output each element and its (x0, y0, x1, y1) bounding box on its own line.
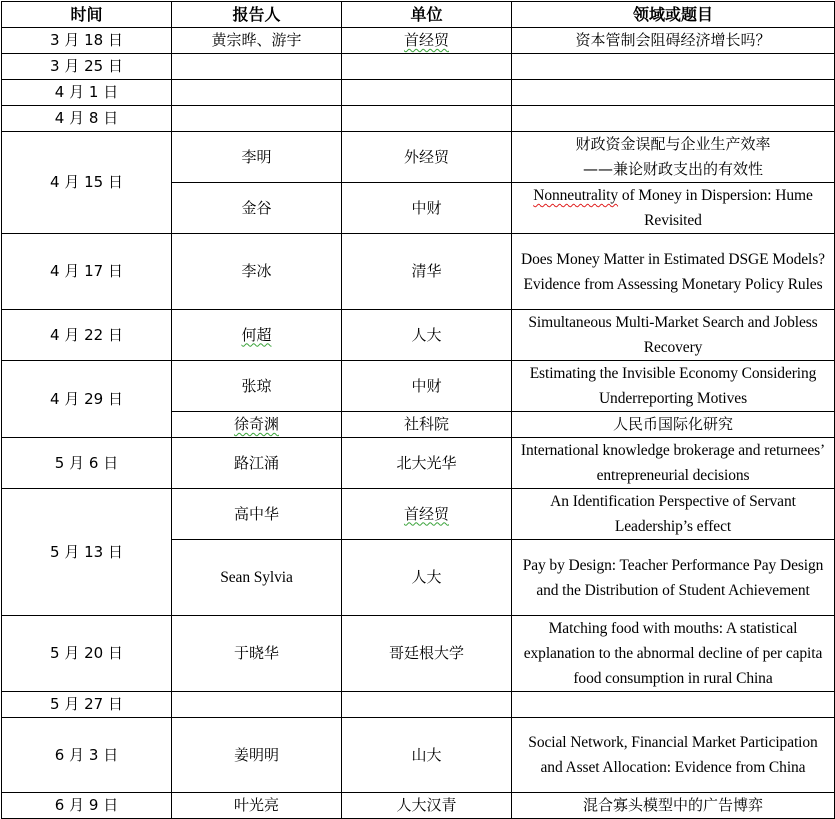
header-row (2, 2, 835, 28)
table-row (2, 489, 835, 540)
table-row (2, 793, 835, 819)
table-row (2, 54, 835, 80)
date-cell: 3 月 25 日 (2, 54, 172, 80)
topic-cell: Does Money Matter in Estimated DSGE Models? Evidence from Assessing Monetary Policy Rules (512, 234, 835, 310)
unit-cell (342, 54, 512, 80)
unit-cell: 人大 (342, 310, 512, 361)
table-row (2, 361, 835, 412)
topic-cell: Estimating the Invisible Economy Considering Underreporting Motives (512, 361, 835, 412)
unit-cell: 清华 (342, 234, 512, 310)
unit-cell: 人大汉青 (342, 793, 512, 819)
speaker-cell: 于晓华 (172, 616, 342, 692)
speaker-cell: 张琼 (172, 361, 342, 412)
date-cell: 3 月 18 日 (2, 28, 172, 54)
speaker-cell: 路江涌 (172, 438, 342, 489)
topic-cell: Matching food with mouths: A statistical explanation to the abnormal decline of per capita food consumption in rural China (512, 616, 835, 692)
table-row (2, 80, 835, 106)
table-row (2, 310, 835, 361)
unit-cell: 外经贸 (342, 132, 512, 183)
topic-cell: 资本管制会阻碍经济增长吗？ (512, 28, 835, 54)
date-cell: 6 月 9 日 (2, 793, 172, 819)
speaker-cell: Sean Sylvia (172, 540, 342, 616)
topic-cell: Social Network, Financial Market Participation and Asset Allocation: Evidence from China (512, 718, 835, 793)
topic-cell: Pay by Design: Teacher Performance Pay Design and the Distribution of Student Achievement (512, 540, 835, 616)
table-row (2, 106, 835, 132)
header-speaker: 报告人 (172, 2, 342, 28)
topic-cell: International knowledge brokerage and returnees’ entrepreneurial decisions (512, 438, 835, 489)
speaker-cell: 姜明明 (172, 718, 342, 793)
topic-line: 财政资金误配与企业生产效率 (575, 135, 771, 153)
topic-cell: 人民币国际化研究 (512, 412, 835, 438)
topic-cell (512, 54, 835, 80)
unit-cell: 北大光华 (342, 438, 512, 489)
speaker-text: 何超 (241, 325, 272, 344)
speaker-cell (172, 80, 342, 106)
date-cell: 5 月 13 日 (2, 489, 172, 616)
date-cell: 4 月 8 日 (2, 106, 172, 132)
unit-text: 首经贸 (403, 31, 449, 49)
speaker-cell (172, 692, 342, 718)
topic-cell (512, 106, 835, 132)
speaker-cell (172, 54, 342, 80)
speaker-cell: 金谷 (172, 183, 342, 234)
date-cell: 5 月 20 日 (2, 616, 172, 692)
topic-cell (512, 692, 835, 718)
topic-cell (512, 132, 835, 183)
header-unit: 单位 (342, 2, 512, 28)
speaker-cell: 高中华 (172, 489, 342, 540)
table-row (2, 438, 835, 489)
unit-cell: 社科院 (342, 412, 512, 438)
date-cell: 4 月 17 日 (2, 234, 172, 310)
speaker-text: 徐奇渊 (233, 415, 279, 433)
topic-cell: An Identification Perspective of Servant Leadership’s effect (512, 489, 835, 540)
speaker-cell: 李明 (172, 132, 342, 183)
speaker-cell (172, 412, 342, 438)
unit-cell (342, 489, 512, 540)
unit-cell: 人大 (342, 540, 512, 616)
unit-cell: 中财 (342, 361, 512, 412)
table-row (2, 616, 835, 692)
header-topic: 领域或题目 (512, 2, 835, 28)
table-row (2, 28, 835, 54)
topic-text: of Money in Dispersion: Hume Revisited (618, 187, 813, 229)
topic-misspelled-word: Nonneutrality (533, 187, 619, 204)
unit-cell (342, 80, 512, 106)
unit-cell: 中财 (342, 183, 512, 234)
speaker-cell (172, 106, 342, 132)
topic-cell (512, 80, 835, 106)
header-date: 时间 (2, 2, 172, 28)
table-row (2, 132, 835, 183)
table-row (2, 718, 835, 793)
unit-cell: 山大 (342, 718, 512, 793)
table-row (2, 692, 835, 718)
date-cell: 5 月 27 日 (2, 692, 172, 718)
date-cell: 6 月 3 日 (2, 718, 172, 793)
seminar-schedule-table (1, 1, 835, 819)
date-cell: 4 月 1 日 (2, 80, 172, 106)
topic-line: ——兼论财政支出的有效性 (582, 160, 763, 178)
speaker-cell: 黄宗晔、游宇 (172, 28, 342, 54)
date-cell: 5 月 6 日 (2, 438, 172, 489)
table-row (2, 234, 835, 310)
unit-cell: 哥廷根大学 (342, 616, 512, 692)
speaker-cell (172, 310, 342, 361)
unit-cell (342, 28, 512, 54)
topic-cell: Simultaneous Multi-Market Search and Jobless Recovery (512, 310, 835, 361)
unit-text: 首经贸 (403, 504, 449, 523)
unit-cell (342, 106, 512, 132)
speaker-cell: 李冰 (172, 234, 342, 310)
unit-cell (342, 692, 512, 718)
topic-cell: 混合寡头模型中的广告博弈 (512, 793, 835, 819)
date-cell: 4 月 29 日 (2, 361, 172, 438)
speaker-cell: 叶光亮 (172, 793, 342, 819)
date-cell: 4 月 15 日 (2, 132, 172, 234)
date-cell: 4 月 22 日 (2, 310, 172, 361)
topic-cell (512, 183, 835, 234)
